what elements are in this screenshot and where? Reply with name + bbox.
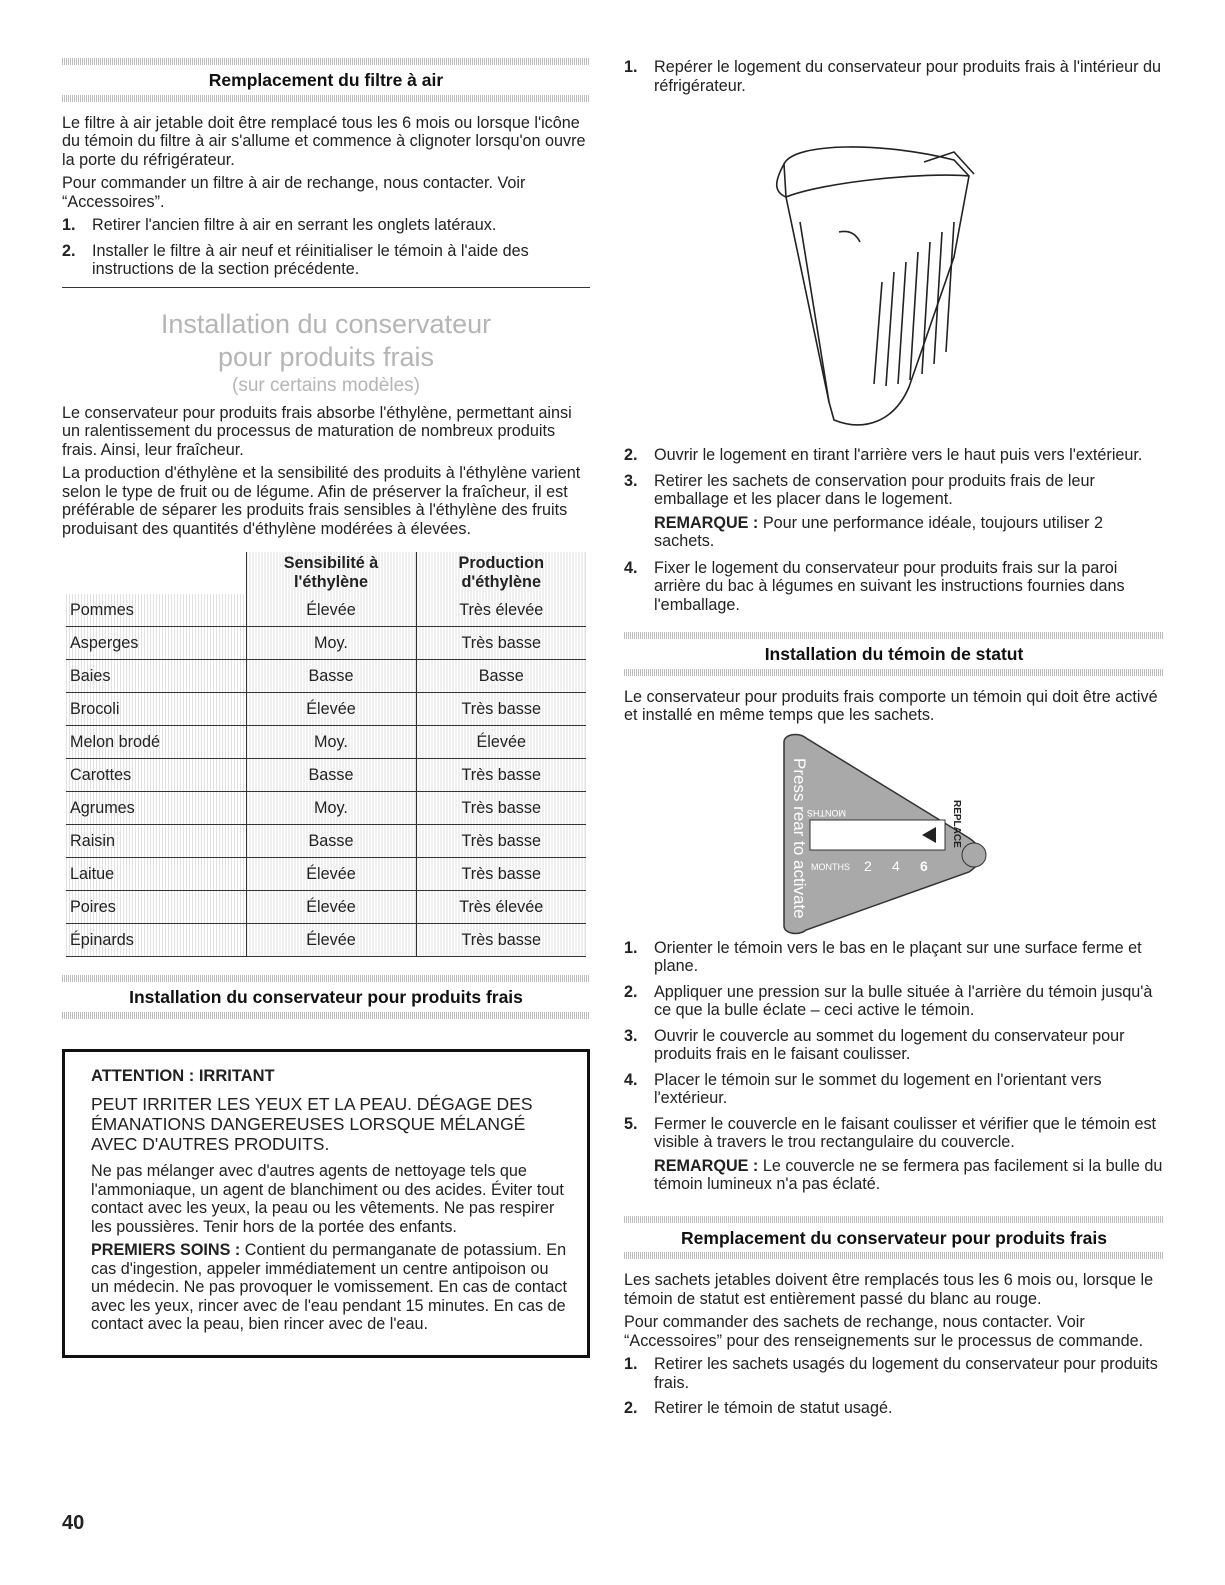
list-item — [624, 1355, 1164, 1392]
status-heading: Installation du témoin de statut — [764, 644, 1024, 664]
table-row — [66, 792, 586, 825]
table-header-sensitivity: Sensibilité à l'éthylène — [246, 552, 416, 594]
replace-steps — [624, 1355, 1164, 1418]
table-cell-product: Pommes — [66, 594, 246, 627]
step-text: Retirer les sachets usagés du logement du conservateur pour produits frais. — [654, 1355, 1158, 1392]
table-cell-product: Poires — [66, 891, 246, 924]
table-row — [66, 726, 586, 759]
note-bubble — [624, 1157, 1164, 1194]
page-number: 40 — [62, 1512, 85, 1534]
right-column — [624, 58, 1164, 1425]
table-cell-sensitivity: Élevée — [246, 858, 416, 891]
table-cell-product: Melon brodé — [66, 726, 246, 759]
note-text: Pour une performance idéale, toujours utiliser 2 sachets. — [654, 513, 1103, 550]
step-text: Placer le témoin sur le sommet du logement en l'orientant vers l'extérieur. — [654, 1070, 1102, 1107]
heading-rule-bottom — [62, 1012, 590, 1019]
replace-heading: Remplacement du conservateur pour produits frais — [681, 1227, 1107, 1248]
table-cell-product: Épinards — [66, 924, 246, 957]
table-cell-production: Très basse — [416, 627, 586, 660]
table-cell-production: Très basse — [416, 825, 586, 858]
step-number: 3. — [624, 471, 638, 490]
table-row — [66, 825, 586, 858]
replace-paragraph-1: Les sachets jetables doivent être remplacés tous les 6 mois ou, lorsque le témoin de statut est entièrement passé du blanc au rouge. — [624, 1271, 1154, 1308]
air-filter-paragraph-2: Pour commander un filtre à air de rechange, nous contacter. Voir “Accessoires”. — [62, 174, 526, 211]
step-number: 4. — [624, 558, 638, 577]
indicator-label-6: 6 — [920, 857, 928, 874]
table-cell-production: Basse — [416, 660, 586, 693]
replace-heading-block — [624, 1216, 1164, 1260]
table-cell-sensitivity: Moy. — [246, 792, 416, 825]
air-filter-heading: Remplacement du filtre à air — [208, 70, 444, 90]
table-row — [66, 759, 586, 792]
table-cell-product: Brocoli — [66, 693, 246, 726]
ethylene-table-body — [66, 594, 586, 957]
table-row — [66, 594, 586, 627]
table-cell-production: Très basse — [416, 693, 586, 726]
list-item — [624, 1115, 1164, 1152]
indicator-vertical-text: Press rear to activate — [790, 757, 809, 919]
list-item — [624, 983, 1164, 1020]
table-cell-product: Raisin — [66, 825, 246, 858]
list-item — [624, 1399, 1164, 1418]
air-filter-steps — [62, 216, 590, 279]
table-cell-sensitivity: Moy. — [246, 627, 416, 660]
table-cell-production: Très élevée — [416, 594, 586, 627]
step-number: 2. — [624, 1399, 638, 1417]
table-header-empty — [66, 552, 246, 594]
step-text: Ouvrir le couvercle au sommet du logement du conservateur pour produits frais en le faisant coulisser. — [654, 1026, 1125, 1063]
list-item — [624, 939, 1164, 976]
indicator-label-2: 2 — [864, 857, 872, 874]
table-cell-product: Agrumes — [66, 792, 246, 825]
heading-rule-top — [62, 975, 590, 982]
table-row — [66, 924, 586, 957]
heading-rule-top — [624, 1216, 1164, 1223]
step-number: 1. — [624, 58, 638, 76]
heading-rule-top — [624, 632, 1164, 639]
install-heading-block — [62, 975, 590, 1019]
table-cell-sensitivity: Basse — [246, 825, 416, 858]
heading-rule-bottom — [62, 95, 590, 102]
step-text: Fermer le couvercle en le faisant coulisser et vérifier que le témoin est visible à travers le trou rectangulaire du couvercle. — [654, 1114, 1157, 1151]
list-item — [62, 216, 590, 235]
table-row — [66, 660, 586, 693]
step-text: Ouvrir le logement en tirant l'arrière vers le haut puis vers l'extérieur. — [654, 446, 1143, 464]
warning-paragraph: Ne pas mélanger avec d'autres agents de nettoyage tels que l'ammoniaque, un agent de blanchiment ou des acides. Éviter tout contact avec les yeux, la peau ou les vêtements. Ne pas respirer les poussières. Tenir hors de la portée des enfants. — [91, 1162, 564, 1236]
status-steps — [624, 939, 1164, 1152]
step-text: Retirer le témoin de statut usagé. — [654, 1399, 893, 1417]
step-number: 5. — [624, 1114, 638, 1133]
section-paragraph-2: La production d'éthylène et la sensibilité des produits à l'éthylène varient selon le type de fruit ou de légume. Afin de préserver la fraîcheur, il est préférable de séparer les produits frais sensibles à l'éthylène des fruits produisant des quantités d'éthylène modérées à élevées. — [62, 464, 581, 538]
table-row — [66, 627, 586, 660]
list-item — [624, 559, 1164, 615]
table-cell-sensitivity: Basse — [246, 759, 416, 792]
first-aid-paragraph — [91, 1241, 567, 1334]
note-2-sachets — [624, 514, 1164, 551]
step-text: Installer le filtre à air neuf et réinitialiser le témoin à l'aide des instructions de la section précédente. — [92, 241, 529, 278]
section-title-subtitle: (sur certains modèles) — [232, 374, 420, 396]
indicator-months-top: MONTHS — [807, 807, 846, 818]
status-indicator-illustration — [624, 730, 1164, 935]
section-divider — [62, 287, 590, 288]
air-filter-paragraph-1: Le filtre à air jetable doit être remplacé tous les 6 mois ou lorsque l'icône du témoin du filtre à air s'allume et commence à clignoter lorsqu'on ouvre la porte du réfrigérateur. — [62, 113, 586, 169]
note-label: REMARQUE : — [654, 1156, 759, 1175]
table-cell-product: Baies — [66, 660, 246, 693]
step-number: 4. — [624, 1070, 638, 1089]
heading-rule-bottom — [624, 669, 1164, 676]
warning-title: ATTENTION : IRRITANT — [91, 1066, 275, 1085]
note-label: REMARQUE : — [654, 513, 759, 532]
step-text: Retirer les sachets de conservation pour produits frais de leur emballage et les placer dans le logement. — [654, 471, 1095, 508]
table-cell-production: Élevée — [416, 726, 586, 759]
table-header-production: Production d'éthylène — [416, 552, 586, 594]
section-paragraph-1: Le conservateur pour produits frais absorbe l'éthylène, permettant ainsi un ralentissement du processus de maturation de nombreux produits frais. Ainsi, leur fraîcheur. — [62, 403, 572, 459]
indicator-label-4: 4 — [892, 857, 900, 874]
replace-paragraph-2: Pour commander des sachets de rechange, nous contacter. Voir “Accessoires” pour des renseignements sur le processus de commande. — [624, 1313, 1144, 1350]
indicator-months-bottom: MONTHS — [811, 861, 850, 872]
heading-rule-top — [62, 58, 590, 65]
table-cell-product: Laitue — [66, 858, 246, 891]
step-text: Appliquer une pression sur la bulle située à l'arrière du témoin jusqu'à ce que la bulle éclate – ceci active le témoin. — [654, 982, 1153, 1019]
list-item — [624, 446, 1164, 465]
install-steps-c — [624, 559, 1164, 615]
status-heading-block — [624, 632, 1164, 676]
indicator-replace-text: REPLACE — [951, 799, 962, 848]
install-steps-a — [624, 58, 1164, 95]
table-row — [66, 693, 586, 726]
install-steps-b — [624, 446, 1164, 509]
crisper-pod-illustration — [624, 102, 1164, 442]
table-cell-product: Asperges — [66, 627, 246, 660]
step-number: 1. — [62, 216, 76, 234]
list-item — [624, 1071, 1164, 1108]
table-cell-product: Carottes — [66, 759, 246, 792]
left-column — [62, 58, 590, 1358]
step-number: 2. — [62, 241, 76, 260]
step-text: Retirer l'ancien filtre à air en serrant les onglets latéraux. — [92, 216, 497, 234]
list-item — [62, 242, 590, 279]
table-cell-production: Très basse — [416, 792, 586, 825]
warning-box — [62, 1049, 590, 1358]
step-text: Orienter le témoin vers le bas en le plaçant sur une surface ferme et plane. — [654, 938, 1142, 975]
step-text: Fixer le logement du conservateur pour produits frais sur la paroi arrière du bac à légumes en suivant les instructions fournies dans l'emballage. — [654, 558, 1125, 614]
table-cell-sensitivity: Élevée — [246, 891, 416, 924]
step-text: Repérer le logement du conservateur pour produits frais à l'intérieur du réfrigérateur. — [654, 58, 1161, 95]
air-filter-heading-block — [62, 58, 590, 102]
step-number: 2. — [624, 446, 638, 464]
warning-caps-text: PEUT IRRITER LES YEUX ET LA PEAU. DÉGAGE DES ÉMANATIONS DANGEREUSES LORSQUE MÉLANGÉ AVEC D'AUTRES PRODUITS. — [91, 1094, 533, 1154]
heading-rule-bottom — [624, 1252, 1164, 1259]
table-cell-sensitivity: Élevée — [246, 924, 416, 957]
first-aid-label: PREMIERS SOINS : — [91, 1241, 241, 1259]
step-number: 1. — [624, 938, 638, 957]
status-paragraph: Le conservateur pour produits frais comporte un témoin qui doit être activé et installé en même temps que les sachets. — [624, 687, 1158, 724]
table-row — [66, 891, 586, 924]
ethylene-table — [66, 552, 586, 957]
table-cell-sensitivity: Basse — [246, 660, 416, 693]
list-item — [624, 1027, 1164, 1064]
step-number: 2. — [624, 982, 638, 1001]
list-item — [624, 472, 1164, 509]
table-cell-production: Très élevée — [416, 891, 586, 924]
table-cell-production: Très basse — [416, 924, 586, 957]
step-number: 3. — [624, 1026, 638, 1045]
step-number: 1. — [624, 1355, 638, 1373]
table-row — [66, 858, 586, 891]
table-cell-production: Très basse — [416, 858, 586, 891]
table-cell-sensitivity: Élevée — [246, 594, 416, 627]
table-cell-sensitivity: Élevée — [246, 693, 416, 726]
install-heading: Installation du conservateur pour produits frais — [129, 987, 523, 1007]
first-aid-text: Contient du permanganate de potassium. En cas d'ingestion, appeler immédiatement un centre antipoison ou un médecin. Ne pas provoquer le vomissement. En cas de contact avec les yeux, rincer avec de l'eau pendant 15 minutes. En cas de contact avec la peau, bien rincer avec de l'eau. — [91, 1241, 567, 1333]
table-cell-production: Très basse — [416, 759, 586, 792]
note-text: Le couvercle ne se fermera pas facilement si la bulle du témoin lumineux n'a pas éclaté. — [654, 1156, 1163, 1193]
section-title-line-2: pour produits frais — [217, 341, 435, 372]
table-cell-sensitivity: Moy. — [246, 726, 416, 759]
section-title-line-1: Installation du conservateur — [160, 308, 492, 339]
list-item — [624, 58, 1164, 95]
